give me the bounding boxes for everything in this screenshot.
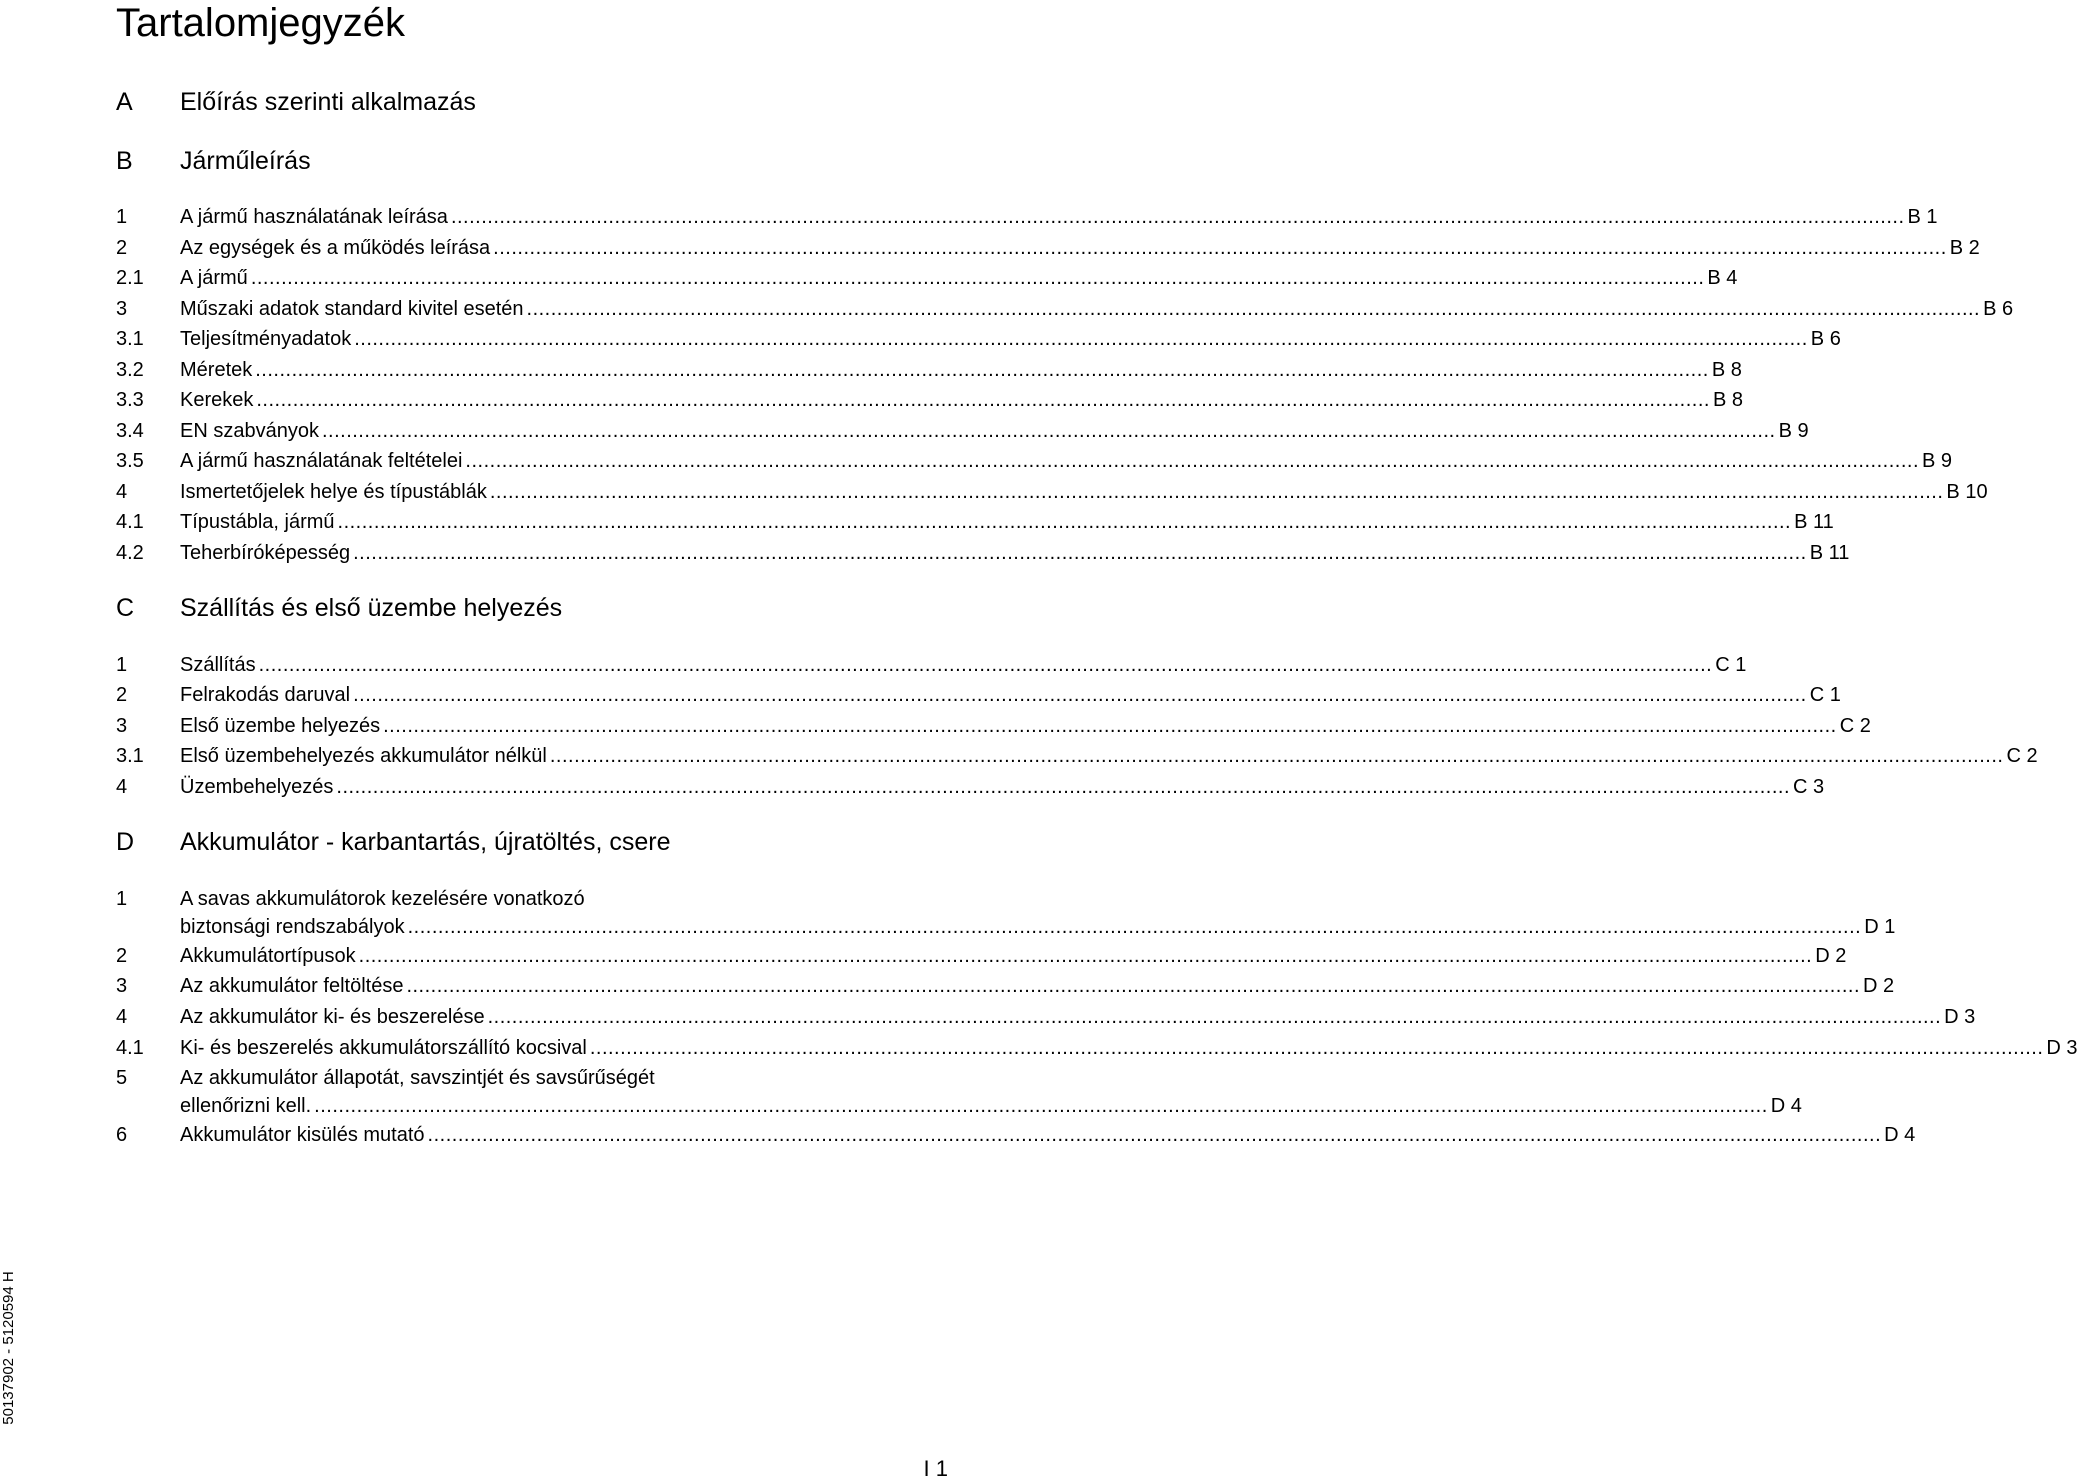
- entry-number: 3.4: [116, 420, 144, 442]
- dot-leader: ................................................................................................................................................................................................................................................: [589, 1037, 2044, 1059]
- entry-page: D 2: [1815, 945, 1847, 967]
- entry-number: 3: [116, 715, 128, 737]
- entry-title: A jármű használatának feltételei: [180, 450, 463, 472]
- entry-page: B 6: [1983, 298, 2014, 320]
- dot-leader: ................................................................................................................................................................................................................................................: [406, 975, 1861, 997]
- section-heading-b: [116, 143, 896, 179]
- dot-leader: ................................................................................................................................................................................................................................................: [314, 1095, 1768, 1117]
- dot-leader: ................................................................................................................................................................................................................................................: [407, 916, 1862, 938]
- toc-entry[interactable]: [116, 356, 1742, 384]
- entry-number: 2: [116, 684, 128, 706]
- entry-number: 5: [116, 1067, 128, 1089]
- entry-page: B 6: [1810, 328, 1841, 350]
- toc-entry[interactable]: [116, 508, 1834, 536]
- dot-leader: ................................................................................................................................................................................................................................................: [321, 420, 1776, 442]
- document-code: 50137902 - 5120594 H: [0, 1271, 17, 1425]
- dot-leader: ................................................................................................................................................................................................................................................: [354, 328, 1808, 350]
- entry-number: 4: [116, 1006, 128, 1028]
- entry-number: 4: [116, 481, 128, 503]
- dot-leader: ................................................................................................................................................................................................................................................: [383, 715, 1837, 737]
- toc-entry[interactable]: [116, 264, 1738, 292]
- entry-page: D 4: [1884, 1124, 1916, 1146]
- toc-entry[interactable]: [116, 773, 1825, 801]
- entry-page: B 10: [1946, 481, 1988, 503]
- dot-leader: ................................................................................................................................................................................................................................................: [493, 237, 1947, 259]
- entry-page: D 1: [1864, 916, 1896, 938]
- section-letter: B: [116, 147, 133, 175]
- section-title: Járműleírás: [180, 147, 311, 175]
- entry-page: C 2: [2006, 745, 2038, 767]
- section-letter: C: [116, 594, 135, 622]
- toc-entry[interactable]: [116, 681, 1841, 709]
- toc-entry[interactable]: [116, 478, 1988, 506]
- entry-number: 3.1: [116, 745, 144, 767]
- entry-title: Ki- és beszerelés akkumulátorszállító kocsival: [180, 1037, 587, 1059]
- dot-leader: ................................................................................................................................................................................................................................................: [353, 542, 1807, 564]
- entry-number: 2: [116, 237, 128, 259]
- toc-entry[interactable]: [116, 203, 1938, 231]
- toc-entry[interactable]: [116, 712, 1871, 740]
- toc-entry[interactable]: [116, 1121, 1916, 1149]
- entry-title: Üzembehelyezés: [180, 776, 334, 798]
- toc-entry[interactable]: [116, 1034, 2078, 1062]
- entry-title: A jármű használatának leírása: [180, 206, 448, 228]
- entry-title: Teljesítményadatok: [180, 328, 352, 350]
- entry-number: 4: [116, 776, 128, 798]
- section-heading-a: [116, 84, 896, 120]
- entry-title: Akkumulátor kisülés mutató: [180, 1124, 425, 1146]
- dot-leader: ................................................................................................................................................................................................................................................: [336, 776, 1791, 798]
- entry-number: 3.2: [116, 359, 144, 381]
- entry-title: biztonsági rendszabályok: [180, 916, 405, 938]
- entry-page: D 4: [1770, 1095, 1802, 1117]
- dot-leader: ................................................................................................................................................................................................................................................: [450, 206, 1905, 228]
- entry-number: 2: [116, 945, 128, 967]
- toc-entry[interactable]: [116, 447, 1953, 475]
- entry-page: B 8: [1712, 389, 1743, 411]
- entry-number: 6: [116, 1124, 128, 1146]
- toc-entry[interactable]: [116, 1003, 1976, 1031]
- entry-page: D 3: [2046, 1037, 2078, 1059]
- entry-page: B 1: [1907, 206, 1938, 228]
- entry-page: C 3: [1793, 776, 1825, 798]
- entry-title: Ismertetőjelek helye és típustáblák: [180, 481, 487, 503]
- entry-number: 3.1: [116, 328, 144, 350]
- entry-title: Típustábla, jármű: [180, 511, 335, 533]
- toc-entry[interactable]: [116, 295, 2014, 323]
- entry-title-first-line: A savas akkumulátorok kezelésére vonatkozó: [180, 888, 585, 910]
- entry-title: Méretek: [180, 359, 253, 381]
- toc-entry[interactable]: [116, 651, 1747, 679]
- entry-title: Felrakodás daruval: [180, 684, 351, 706]
- entry-page: D 3: [1944, 1006, 1976, 1028]
- dot-leader: ................................................................................................................................................................................................................................................: [250, 267, 1705, 289]
- page-title: Tartalomjegyzék: [116, 1, 406, 45]
- entry-number: 1: [116, 654, 128, 676]
- page-number: I 1: [923, 1456, 948, 1481]
- entry-page: B 9: [1922, 450, 1953, 472]
- toc-entry[interactable]: [116, 325, 1841, 353]
- entry-page: C 2: [1839, 715, 1871, 737]
- entry-page: B 2: [1949, 237, 1980, 259]
- entry-number: 4.1: [116, 1037, 144, 1059]
- entry-title: ellenőrizni kell.: [180, 1095, 312, 1117]
- section-letter: D: [116, 828, 135, 856]
- entry-title: Szállítás: [180, 654, 256, 676]
- entry-title: Az akkumulátor feltöltése: [180, 975, 404, 997]
- toc-entry[interactable]: [116, 234, 1980, 262]
- toc-entry[interactable]: [116, 1064, 1802, 1117]
- entry-page: B 9: [1778, 420, 1809, 442]
- entry-title: Műszaki adatok standard kivitel esetén: [180, 298, 524, 320]
- dot-leader: ................................................................................................................................................................................................................................................: [487, 1006, 1942, 1028]
- entry-title: Az akkumulátor ki- és beszerelése: [180, 1006, 485, 1028]
- entry-page: B 4: [1707, 267, 1738, 289]
- entry-number: 3: [116, 298, 128, 320]
- toc-entry[interactable]: [116, 539, 1850, 567]
- dot-leader: ................................................................................................................................................................................................................................................: [258, 654, 1713, 676]
- entry-number: 2.1: [116, 267, 144, 289]
- toc-entry[interactable]: [116, 386, 1743, 414]
- dot-leader: ................................................................................................................................................................................................................................................: [526, 298, 1981, 320]
- entry-title: Első üzembe helyezés: [180, 715, 381, 737]
- toc-entry[interactable]: [116, 417, 1809, 445]
- dot-leader: ................................................................................................................................................................................................................................................: [255, 359, 1709, 381]
- section-title: Előírás szerinti alkalmazás: [180, 88, 476, 116]
- entry-title: EN szabványok: [180, 420, 319, 442]
- entry-title: A jármű: [180, 267, 248, 289]
- toc-entry[interactable]: [116, 742, 2038, 770]
- entry-page: B 11: [1809, 542, 1850, 564]
- dot-leader: ................................................................................................................................................................................................................................................: [549, 745, 2004, 767]
- entry-page: D 2: [1863, 975, 1895, 997]
- entry-number: 3.5: [116, 450, 144, 472]
- dot-leader: ................................................................................................................................................................................................................................................: [353, 684, 1807, 706]
- section-heading-c: [116, 590, 896, 626]
- entry-title: Első üzembehelyezés akkumulátor nélkül: [180, 745, 547, 767]
- entry-title-first-line: Az akkumulátor állapotát, savszintjét és savsűrűségét: [180, 1067, 655, 1089]
- toc-entry[interactable]: [116, 972, 1895, 1000]
- entry-number: 4.2: [116, 542, 144, 564]
- entry-title: Teherbíróképesség: [180, 542, 351, 564]
- dot-leader: ................................................................................................................................................................................................................................................: [427, 1124, 1882, 1146]
- entry-number: 4.1: [116, 511, 144, 533]
- toc-entry[interactable]: [116, 885, 1896, 938]
- entry-title: Akkumulátortípusok: [180, 945, 356, 967]
- entry-page: C 1: [1715, 654, 1747, 676]
- entry-title: Kerekek: [180, 389, 254, 411]
- section-title: Akkumulátor - karbantartás, újratöltés, csere: [180, 828, 671, 856]
- dot-leader: ................................................................................................................................................................................................................................................: [358, 945, 1813, 967]
- dot-leader: ................................................................................................................................................................................................................................................: [465, 450, 1919, 472]
- entry-page: B 11: [1794, 511, 1834, 533]
- dot-leader: ................................................................................................................................................................................................................................................: [489, 481, 1944, 503]
- entry-number: 1: [116, 206, 128, 228]
- entry-title: Az egységek és a működés leírása: [180, 237, 491, 259]
- section-title: Szállítás és első üzembe helyezés: [180, 594, 563, 622]
- section-heading-d: [116, 824, 896, 860]
- toc-entry[interactable]: [116, 942, 1847, 970]
- entry-number: 3: [116, 975, 128, 997]
- section-letter: A: [116, 88, 133, 116]
- entry-number: 3.3: [116, 389, 144, 411]
- entry-number: 1: [116, 888, 128, 910]
- entry-page: B 8: [1711, 359, 1742, 381]
- entry-page: C 1: [1809, 684, 1841, 706]
- dot-leader: ................................................................................................................................................................................................................................................: [337, 511, 1792, 533]
- dot-leader: ................................................................................................................................................................................................................................................: [256, 389, 1710, 411]
